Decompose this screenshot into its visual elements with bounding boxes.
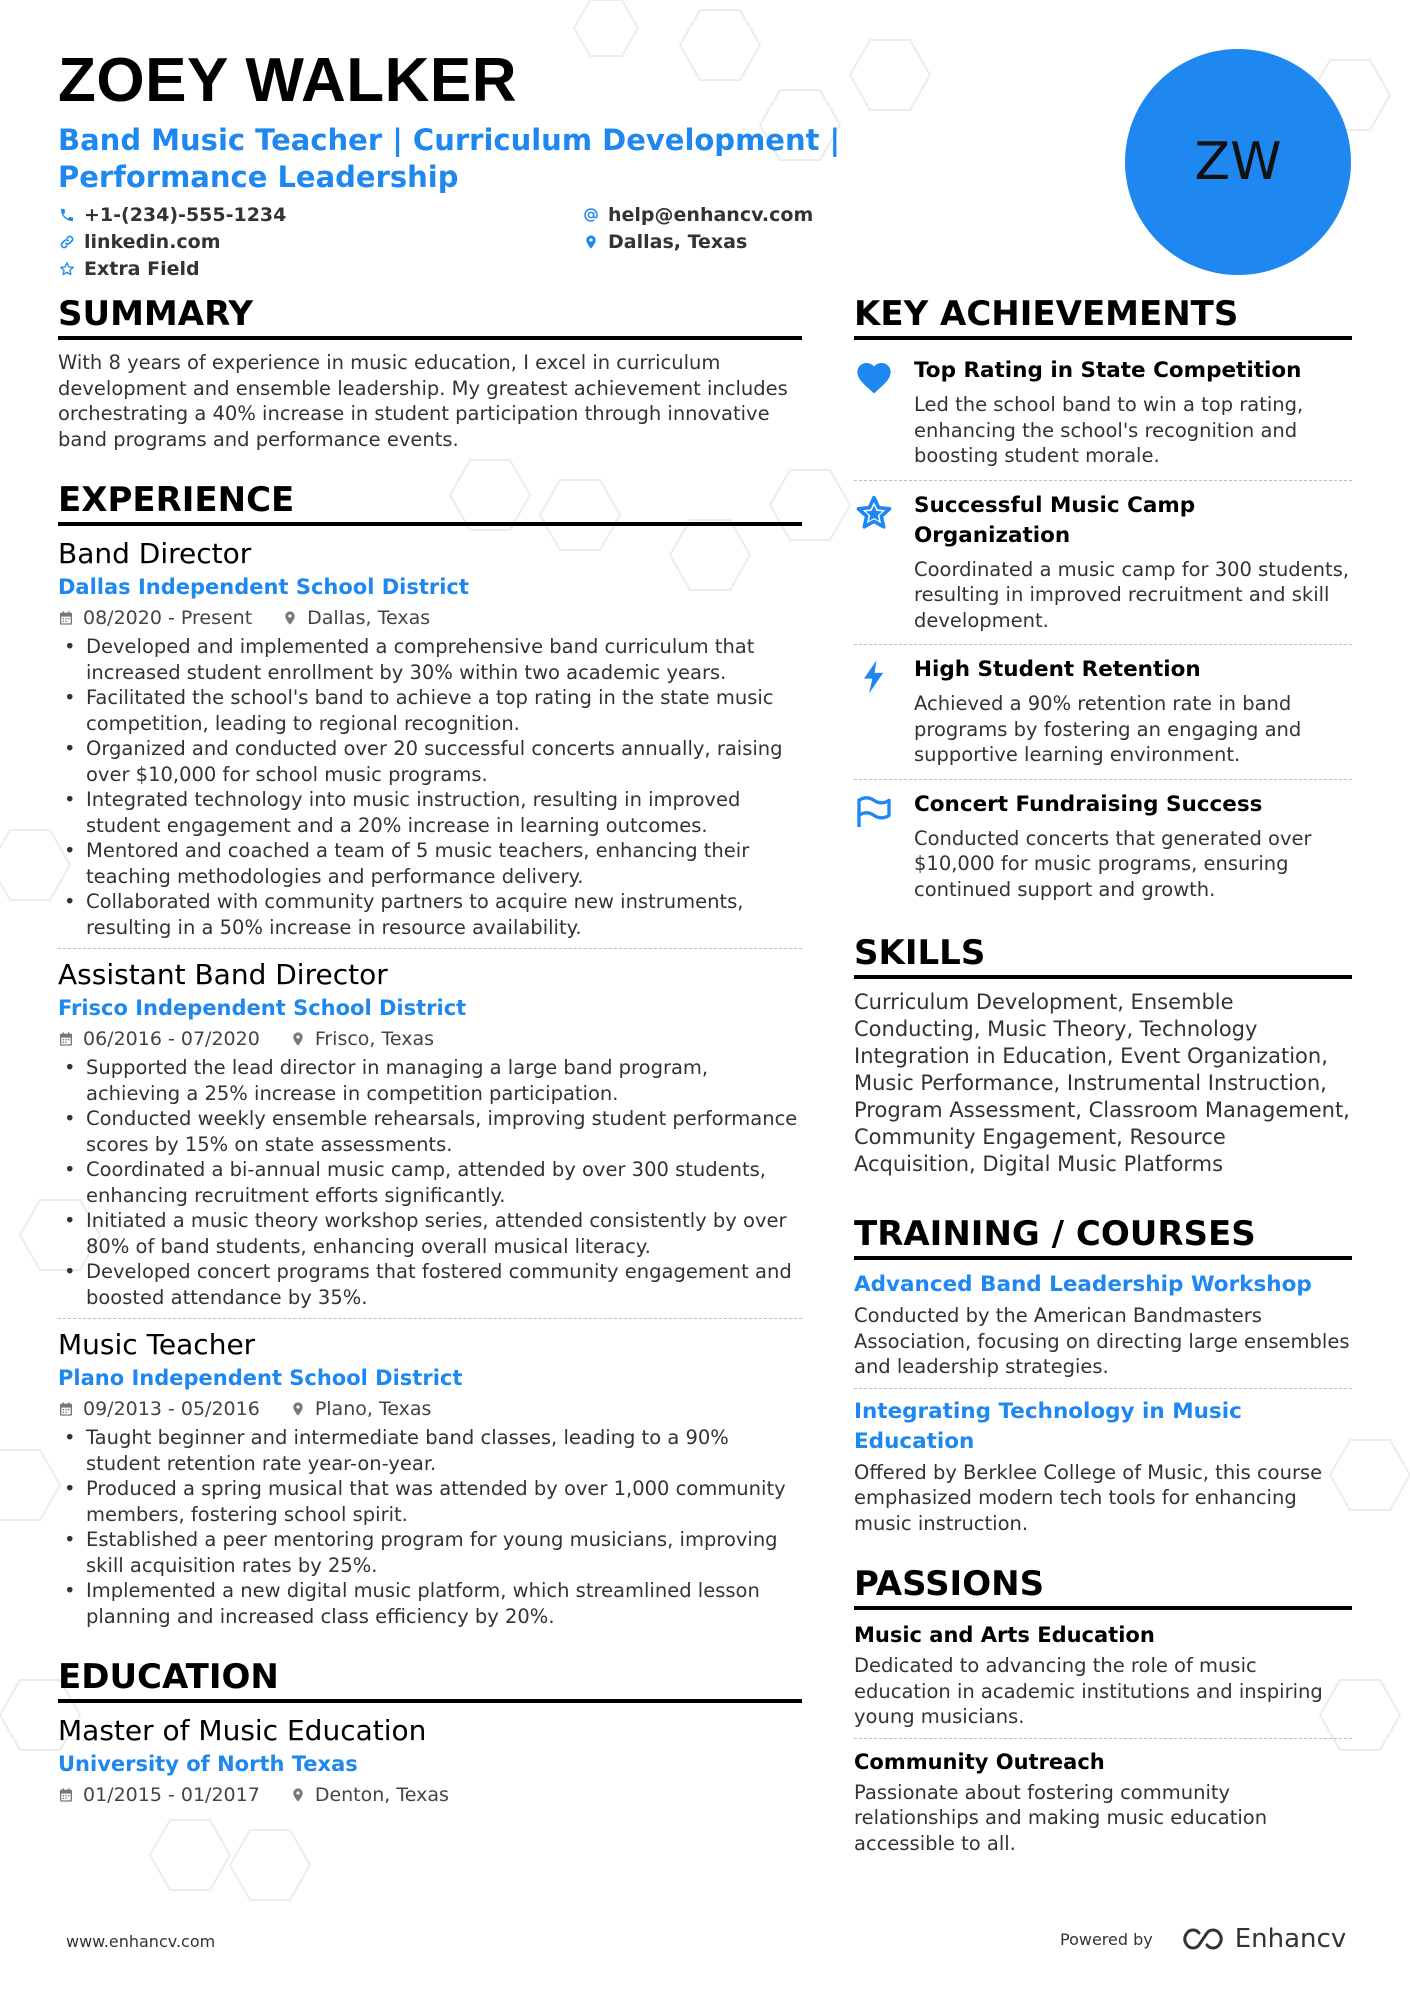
right-column (854, 292, 1352, 1856)
job-bullets (58, 634, 802, 940)
course-item (854, 1270, 1352, 1380)
phone-text: +1-(234)-555-1234 (84, 204, 287, 226)
contact-email[interactable] (582, 203, 982, 227)
location-pin-icon (290, 1031, 306, 1047)
divider (854, 644, 1352, 645)
job-bullet: • Integrated technology into music instruction, resulting in improved student engagement and a 20% increase in learning outcomes. (58, 787, 802, 838)
passion-item (854, 1620, 1352, 1730)
passion-desc: Dedicated to advancing the role of music education in academic institutions and inspiring young musicians. (854, 1654, 1323, 1728)
calendar-icon (58, 1031, 74, 1047)
education-section (58, 1655, 802, 1808)
location-pin-icon (290, 1401, 306, 1417)
avatar-initials: ZW (1194, 132, 1282, 192)
job-meta (58, 1026, 802, 1052)
job-dates (58, 605, 252, 631)
job-bullet: • Initiated a music theory workshop series, attended consistently by over 80% of band students, enhancing overall musical literacy. (58, 1208, 802, 1259)
job-bullet: • Developed concert programs that fostered community engagement and boosted attendance by 35%. (58, 1259, 802, 1310)
achievement-title: Top Rating in State Competition (914, 358, 1302, 383)
company-name: Plano Independent School District (58, 1366, 463, 1390)
education-location-text: Denton, Texas (314, 1784, 449, 1806)
lightning-icon (854, 657, 894, 697)
job-title: Band Director (58, 537, 252, 570)
flag-icon (854, 792, 894, 832)
summary-text: With 8 years of experience in music education, I excel in curriculum development and ensemble leadership. My greatest achievement includes orchestrating a 40% increase in student participation through innovative band programs and performance events. (58, 351, 788, 451)
job-bullet: • Supported the lead director in managing a large band program, achieving a 25% increase in competition participation. (58, 1055, 802, 1106)
company-name: Frisco Independent School District (58, 996, 467, 1020)
footer-brand (1060, 1924, 1346, 1954)
experience-heading: EXPERIENCE (58, 478, 802, 526)
link-icon (58, 233, 76, 251)
avatar (1125, 49, 1351, 275)
passion-title: Community Outreach (854, 1749, 1105, 1774)
skills-text: Curriculum Development, Ensemble Conducting, Music Theory, Technology Integration in Education, Event Organization, Music Performance, Instrumental Instruction, Program Assessment, Classroom Management, Community Engagement, Resource Acquisition, Digital Music Platforms (854, 990, 1350, 1176)
linkedin-text: linkedin.com (84, 231, 221, 253)
job-location-text: Frisco, Texas (314, 1028, 435, 1050)
achievement-desc: Achieved a 90% retention rate in band programs by fostering an engaging and supportive learning environment. (914, 692, 1302, 766)
skills-heading: SKILLS (854, 931, 1352, 979)
achievements-heading: KEY ACHIEVEMENTS (854, 292, 1352, 340)
divider (854, 480, 1352, 481)
candidate-name: ZOEY WALKER (58, 46, 518, 115)
job-title: Music Teacher (58, 1328, 256, 1361)
achievement-item (854, 485, 1352, 641)
job-bullet: • Facilitated the school's band to achieve a top rating in the state music competition, leading to regional recognition. (58, 685, 802, 736)
star-icon (854, 493, 894, 533)
job-dates-text: 09/2013 - 05/2016 (83, 1398, 260, 1420)
job-bullet: • Coordinated a bi-annual music camp, attended by over 300 students, enhancing recruitment efforts significantly. (58, 1157, 802, 1208)
email-text: help@enhancv.com (608, 204, 814, 226)
enhancv-logo-text: Enhancv (1234, 1924, 1347, 1954)
job-bullet: • Taught beginner and intermediate band classes, leading to a 90% student retention rate year-on-year. (58, 1425, 802, 1476)
candidate-headline: Band Music Teacher | Curriculum Development | Performance Leadership (58, 123, 841, 194)
education-dates (58, 1782, 260, 1808)
enhancv-logo-icon (1179, 1925, 1227, 1953)
achievement-desc: Led the school band to win a top rating, enhancing the school's recognition and boosting student morale. (914, 393, 1304, 467)
summary-section (58, 292, 802, 452)
job-bullet: • Conducted weekly ensemble rehearsals, improving student performance scores by 15% on state assessments. (58, 1106, 802, 1157)
job-location-text: Dallas, Texas (307, 607, 431, 629)
heart-icon (854, 358, 894, 398)
extra-field-text: Extra Field (84, 258, 200, 280)
achievement-title: Successful Music Camp Organization (914, 492, 1196, 548)
phone-icon (58, 206, 76, 224)
achievements-section (854, 292, 1352, 909)
passions-heading: PASSIONS (854, 1562, 1352, 1610)
job-bullets (58, 1425, 802, 1629)
contact-phone[interactable] (58, 203, 582, 227)
calendar-icon (58, 1787, 74, 1803)
job-meta (58, 1396, 802, 1422)
job-title: Assistant Band Director (58, 958, 388, 991)
location-pin-icon (290, 1787, 306, 1803)
job-dates (58, 1026, 260, 1052)
calendar-icon (58, 1401, 74, 1417)
star-outline-icon (58, 260, 76, 278)
job-bullets (58, 1055, 802, 1310)
passion-item (854, 1747, 1352, 1857)
job-location (290, 1396, 432, 1422)
education-location (290, 1782, 449, 1808)
job-location-text: Plano, Texas (314, 1398, 432, 1420)
job-dates-text: 08/2020 - Present (83, 607, 253, 629)
job-bullet: • Established a peer mentoring program for young musicians, improving skill acquisition rates by 25%. (58, 1527, 802, 1578)
divider (854, 1738, 1352, 1739)
job-location (290, 1026, 434, 1052)
job-location (282, 605, 430, 631)
resume-header (58, 46, 1058, 281)
powered-by-label: Powered by (1060, 1929, 1153, 1949)
job-bullet: • Implemented a new digital music platform, which streamlined lesson planning and increased class efficiency by 20%. (58, 1578, 802, 1629)
experience-entry (58, 536, 802, 940)
achievement-item (854, 350, 1352, 476)
job-bullet: • Developed and implemented a comprehensive band curriculum that increased student enrollment by 30% within two academic years. (58, 634, 802, 685)
achievement-item (854, 784, 1352, 910)
job-bullet: • Produced a spring musical that was attended by over 1,000 community members, fostering school spirit. (58, 1476, 802, 1527)
location-pin-icon (282, 610, 298, 626)
course-desc: Conducted by the American Bandmasters Association, focusing on directing large ensembles and leadership strategies. (854, 1304, 1350, 1378)
passion-title: Music and Arts Education (854, 1623, 1155, 1647)
left-column (58, 292, 802, 1808)
job-dates (58, 1396, 260, 1422)
job-bullet: • Mentored and coached a team of 5 music teachers, enhancing their teaching methodologies and performance delivery. (58, 838, 802, 889)
course-desc: Offered by Berklee College of Music, this course emphasized modern tech tools for enhancing music instruction. (854, 1460, 1323, 1535)
school-name: University of North Texas (58, 1752, 358, 1776)
job-bullet: • Organized and conducted over 20 successful concerts annually, raising over $10,000 for school music programs. (58, 736, 802, 787)
course-title: Integrating Technology in Music Education (854, 1398, 1242, 1454)
education-heading: EDUCATION (58, 1655, 802, 1703)
achievement-item (854, 649, 1352, 775)
job-meta (58, 605, 802, 631)
passions-section (854, 1562, 1352, 1856)
divider (854, 779, 1352, 780)
job-dates-text: 06/2016 - 07/2020 (83, 1028, 260, 1050)
contact-extra (58, 257, 582, 281)
contact-list (58, 203, 1058, 281)
achievement-title: Concert Fundraising Success (914, 791, 1263, 817)
education-meta (58, 1782, 802, 1808)
achievement-desc: Conducted concerts that generated over $10,000 for music programs, ensuring continued support and growth. (914, 826, 1312, 901)
contact-linkedin[interactable] (58, 230, 582, 254)
job-bullet: • Collaborated with community partners to acquire new instruments, resulting in a 50% increase in resource availability. (58, 889, 802, 940)
location-pin-icon (582, 233, 600, 251)
training-section (854, 1212, 1352, 1536)
experience-entry (58, 957, 802, 1310)
company-name: Dallas Independent School District (58, 575, 469, 599)
achievement-title: High Student Retention (914, 657, 1201, 682)
course-item (854, 1397, 1352, 1537)
footer-website[interactable]: www.enhancv.com (66, 1932, 216, 1951)
summary-heading: SUMMARY (58, 292, 802, 340)
location-text: Dallas, Texas (608, 231, 748, 253)
contact-location (582, 230, 982, 254)
course-title: Advanced Band Leadership Workshop (854, 1272, 1312, 1297)
enhancv-logo[interactable] (1179, 1924, 1346, 1954)
calendar-icon (58, 610, 74, 626)
experience-section (58, 478, 802, 1629)
education-dates-text: 01/2015 - 01/2017 (83, 1784, 260, 1806)
achievement-desc: Coordinated a music camp for 300 students, resulting in improved recruitment and skill development. (914, 557, 1350, 632)
divider (58, 1318, 802, 1319)
passion-desc: Passionate about fostering community relationships and making music education accessible to all. (854, 1780, 1268, 1855)
training-heading: TRAINING / COURSES (854, 1212, 1352, 1260)
at-icon (582, 206, 600, 224)
divider (58, 948, 802, 949)
experience-entry (58, 1327, 802, 1629)
skills-section (854, 931, 1352, 1178)
divider (854, 1388, 1352, 1389)
degree-title: Master of Music Education (58, 1714, 427, 1747)
